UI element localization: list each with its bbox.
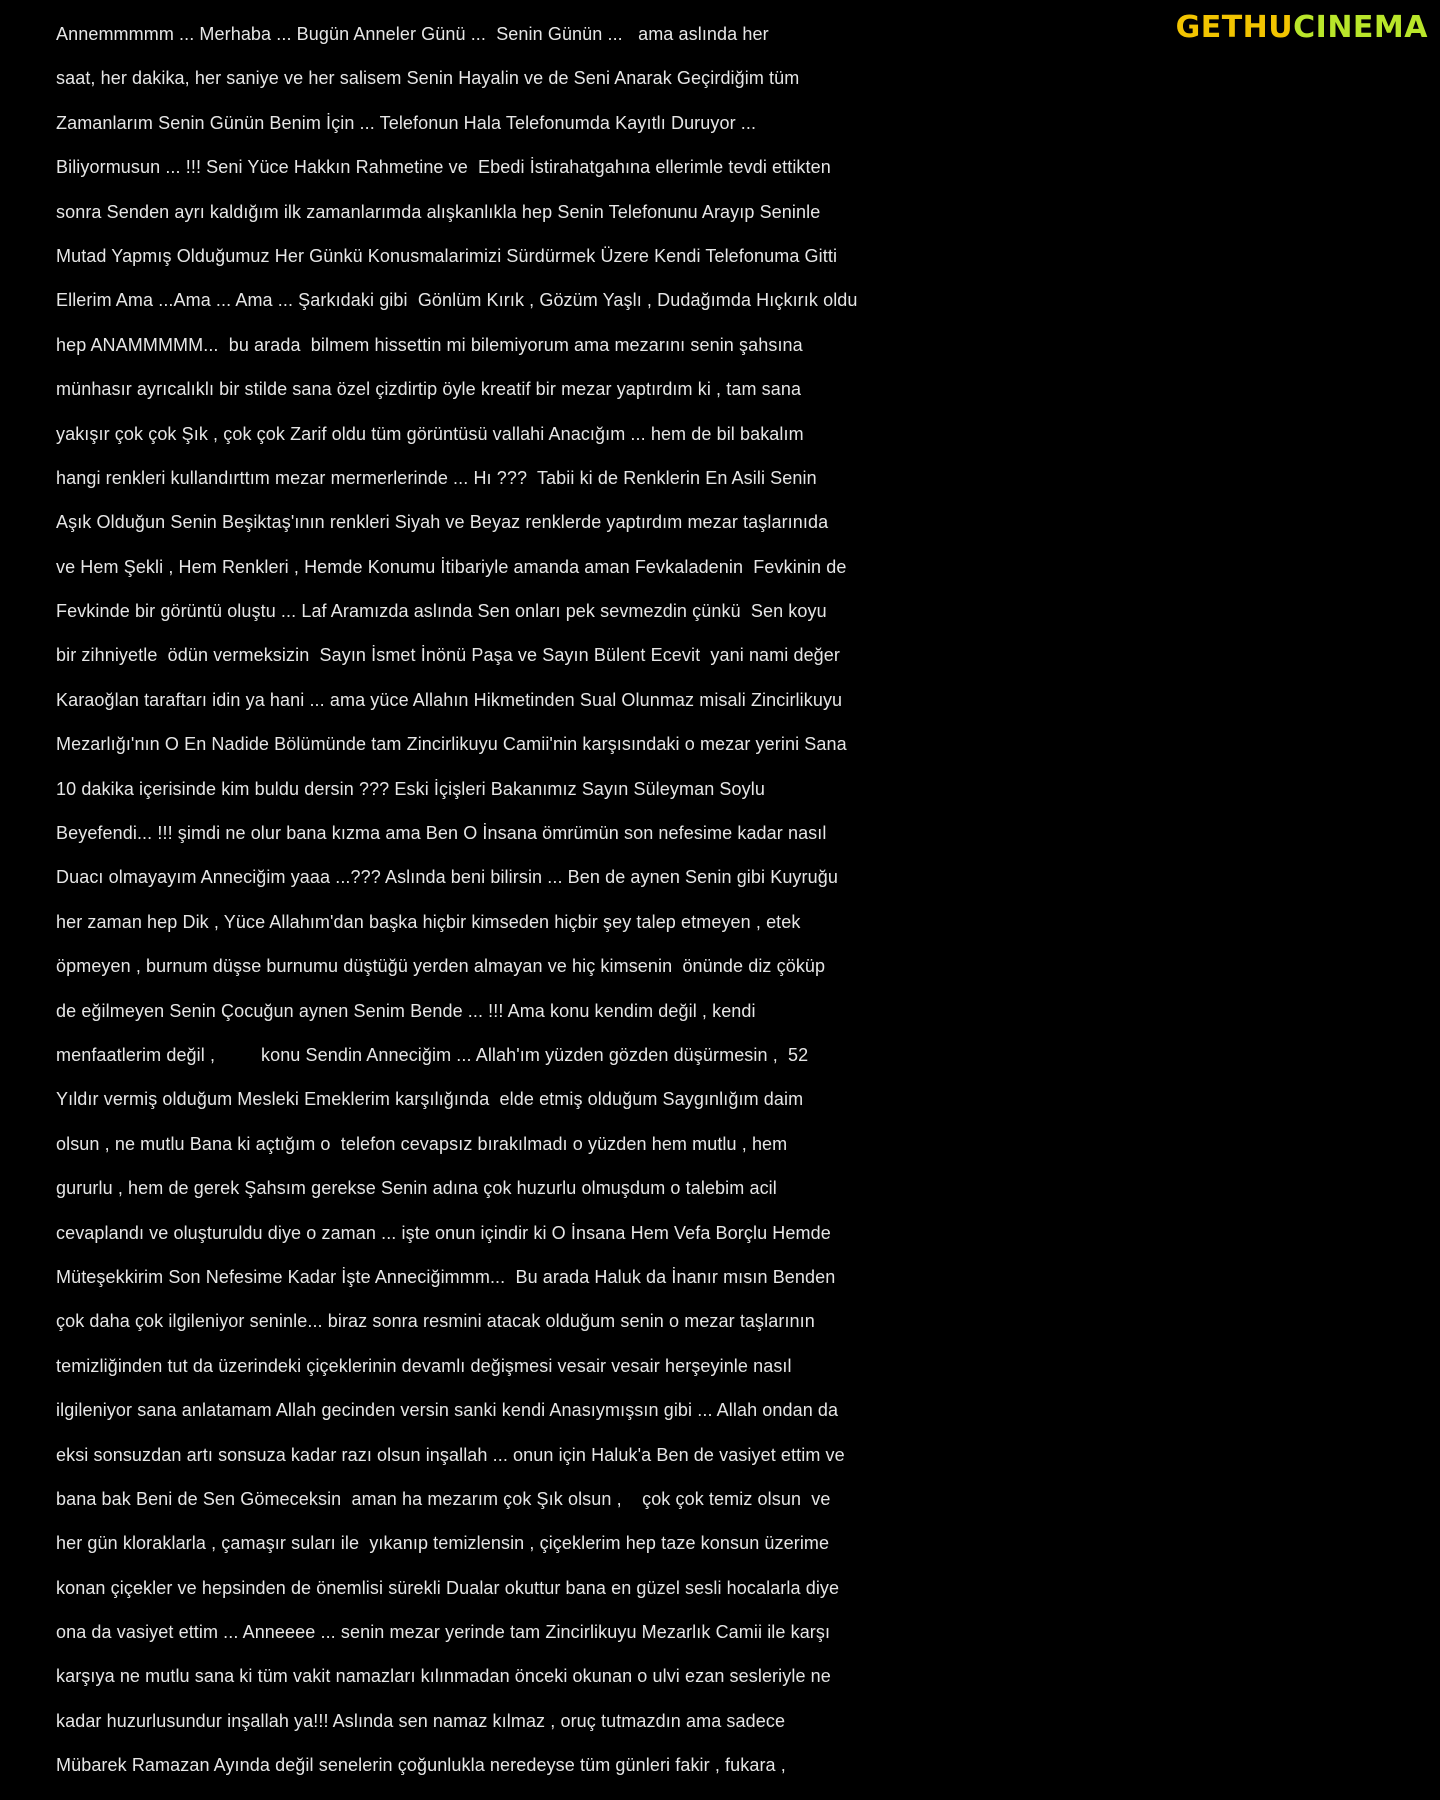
text-line: ona da vasiyet ettim ... Anneeee ... senin mezar yerinde tam Zincirlikuyu Mezarlık Camii ile karşı bbox=[56, 1622, 831, 1643]
text-line: Annemmmmm ... Merhaba ... Bugün Anneler Günü ... Senin Günün ... ama aslında her bbox=[56, 24, 769, 44]
text-line: Aşık Olduğun Senin Beşiktaş'ının renkleri Siyah ve Beyaz renklerde yaptırdım mezar taşlarınıda bbox=[56, 512, 829, 533]
text-line: Biliyormusun ... !!! Seni Yüce Hakkın Rahmetine ve Ebedi İstirahatgahına ellerimle tevdi ettikten bbox=[56, 157, 831, 178]
watermark-part-1: GETHU bbox=[1175, 10, 1294, 45]
text-line: menfaatlerim değil , konu Sendin Anneciğim ... Allah'ım yüzden gözden düşürmesin , 52 bbox=[56, 1044, 809, 1065]
text-line: konan çiçekler ve hepsinden de önemlisi sürekli Dualar okuttur bana en güzel sesli hocalarla diye bbox=[56, 1577, 840, 1598]
text-line: her zaman hep Dik , Yüce Allahım'dan başka hiçbir kimseden hiçbir şey talep etmeyen , etek bbox=[56, 911, 801, 932]
watermark-logo bbox=[1170, 6, 1434, 50]
text-line: de eğilmeyen Senin Çocuğun aynen Senim Bende ... !!! Ama konu kendim değil , kendi bbox=[56, 1000, 756, 1021]
text-line: temizliğinden tut da üzerindeki çiçeklerinin devamlı değişmesi vesair vesair herşeyinle nasıl bbox=[56, 1355, 792, 1376]
text-line: bir zihniyetle ödün vermeksizin Sayın İsmet İnönü Paşa ve Sayın Bülent Ecevit yani nami değer bbox=[56, 645, 840, 666]
text-line: karşıya ne mutlu sana ki tüm vakit namazları kılınmadan önceki okunan o ulvi ezan sesleriyle ne bbox=[56, 1666, 831, 1687]
text-line: Beyefendi... !!! şimdi ne olur bana kızma ama Ben O İnsana ömrümün son nefesime kadar nasıl bbox=[56, 823, 827, 844]
text-line: Yıldır vermiş olduğum Mesleki Emeklerim karşılığında elde etmiş olduğum Saygınlığım daim bbox=[56, 1089, 804, 1110]
text-line: yakışır çok çok Şık , çok çok Zarif oldu tüm görüntüsü vallahi Anacığım ... hem de bil bakalım bbox=[56, 423, 804, 444]
text-line: Zamanlarım Senin Günün Benim İçin ... Telefonun Hala Telefonumda Kayıtlı Duruyor ... bbox=[56, 112, 757, 133]
text-line: 10 dakika içerisinde kim buldu dersin ??? Eski İçişleri Bakanımız Sayın Süleyman Soylu bbox=[56, 778, 765, 799]
text-line: Karaoğlan taraftarı idin ya hani ... ama yüce Allahın Hikmetinden Sual Olunmaz misali Zincirlikuyu bbox=[56, 689, 843, 710]
text-line: hep ANAMMMMM... bu arada bilmem hissettin mi bilemiyorum ama mezarını senin şahsına bbox=[56, 334, 803, 355]
text-line: bana bak Beni de Sen Gömeceksin aman ha mezarım çok Şık olsun , çok çok temiz olsun ve bbox=[56, 1488, 831, 1509]
text-line: çok daha çok ilgileniyor seninle... biraz sonra resmini atacak olduğum senin o mezar taşlarının bbox=[56, 1311, 815, 1332]
text-line: Fevkinde bir görüntü oluştu ... Laf Aramızda aslında Sen onları pek sevmezdin çünkü Sen koyu bbox=[56, 601, 827, 622]
text-line: Müteşekkirim Son Nefesime Kadar İşte Anneciğimmm... Bu arada Haluk da İnanır mısın Benden bbox=[56, 1266, 836, 1287]
document-text bbox=[56, 12, 1440, 1788]
text-line: ve Hem Şekli , Hem Renkleri , Hemde Konumu İtibariyle amanda aman Fevkaladenin Fevkinin de bbox=[56, 556, 847, 577]
text-line: gururlu , hem de gerek Şahsım gerekse Senin adına çok huzurlu olmuşdum o talebim acil bbox=[56, 1178, 777, 1199]
text-line: sonra Senden ayrı kaldığım ilk zamanlarımda alışkanlıkla hep Senin Telefonunu Arayıp Seninle bbox=[56, 201, 821, 222]
text-line: ilgileniyor sana anlatamam Allah gecinden versin sanki kendi Anasıymışsın gibi ... Allah ondan da bbox=[56, 1400, 839, 1421]
text-line: Duacı olmayayım Anneciğim yaaa ...??? Aslında beni bilirsin ... Ben de aynen Senin gibi Kuyruğu bbox=[56, 867, 838, 888]
text-line: kadar huzurlusundur inşallah ya!!! Aslında sen namaz kılmaz , oruç tutmazdın ama sadece bbox=[56, 1710, 786, 1731]
text-line: olsun , ne mutlu Bana ki açtığım o telefon cevapsız bırakılmadı o yüzden hem mutlu , hem bbox=[56, 1133, 788, 1154]
text-line: cevaplandı ve oluşturuldu diye o zaman ... işte onun içindir ki O İnsana Hem Vefa Borçlu Hemde bbox=[56, 1222, 831, 1243]
text-line: münhasır ayrıcalıklı bir stilde sana özel çizdirtip öyle kreatif bir mezar yaptırdım ki , tam sana bbox=[56, 379, 802, 400]
watermark-part-2: CINEMA bbox=[1293, 10, 1428, 45]
text-line: hangi renkleri kullandırttım mezar mermerlerinde ... Hı ??? Tabii ki de Renklerin En Asili Senin bbox=[56, 467, 817, 488]
text-line: Mübarek Ramazan Ayında değil senelerin çoğunlukla neredeyse tüm günleri fakir , fukara , bbox=[56, 1755, 786, 1776]
text-line: öpmeyen , burnum düşse burnumu düştüğü yerden almayan ve hiç kimsenin önünde diz çöküp bbox=[56, 956, 826, 977]
text-line: Mezarlığı'nın O En Nadide Bölümünde tam Zincirlikuyu Camii'nin karşısındaki o mezar yerini Sana bbox=[56, 734, 847, 755]
text-line: Mutad Yapmış Olduğumuz Her Günkü Konusmalarimizi Sürdürmek Üzere Kendi Telefonuma Gitti bbox=[56, 245, 838, 266]
text-line: her gün kloraklarla , çamaşır suları ile yıkanıp temizlensin , çiçeklerim hep taze konsun üzerime bbox=[56, 1533, 830, 1554]
text-line: Ellerim Ama ...Ama ... Ama ... Şarkıdaki gibi Gönlüm Kırık , Gözüm Yaşlı , Dudağımda Hıçkırık oldu bbox=[56, 290, 858, 311]
text-line: saat, her dakika, her saniye ve her salisem Senin Hayalin ve de Seni Anarak Geçirdiğim tüm bbox=[56, 68, 800, 89]
text-line: eksi sonsuzdan artı sonsuza kadar razı olsun inşallah ... onun için Haluk'a Ben de vasiyet ettim ve bbox=[56, 1444, 845, 1465]
